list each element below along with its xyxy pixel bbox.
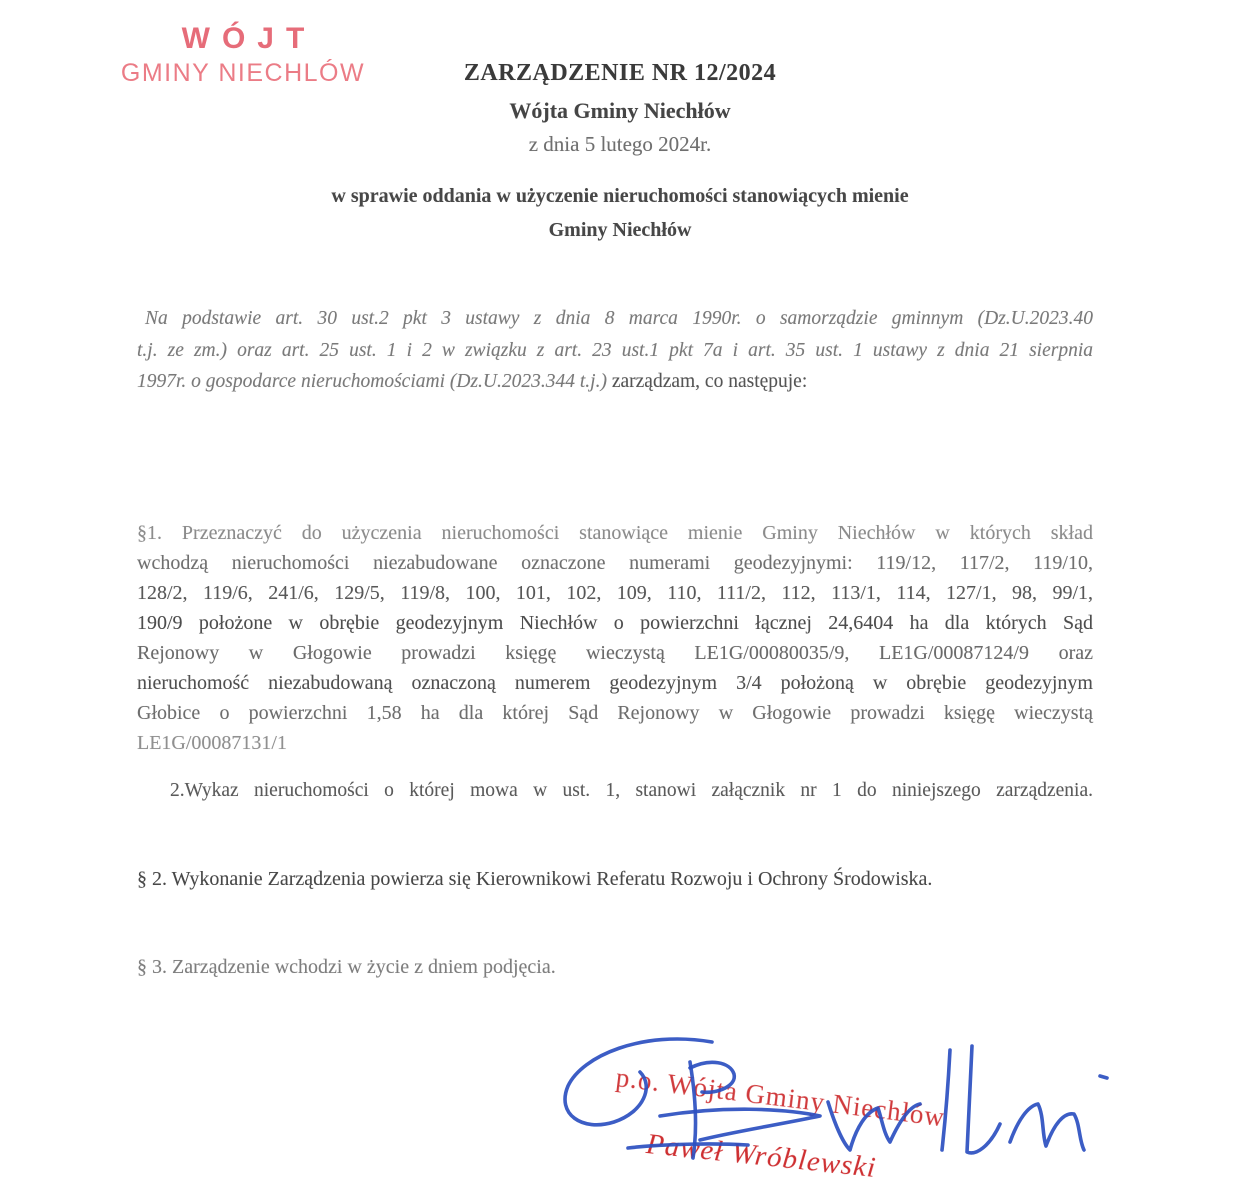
subject-line-1: w sprawie oddania w użyczenie nieruchomości stanowiących mienie	[331, 185, 909, 207]
section-1-paragraph	[137, 518, 1093, 758]
ordinance-heading	[0, 60, 1240, 157]
signature-pen-stroke-dot	[1100, 1076, 1107, 1078]
section-1-line: wchodzą nieruchomości niezabudowane oznaczone numerami geodezyjnymi: 119/12, 117/2, 119/10,	[137, 552, 1093, 574]
section-1-line: 128/2, 119/6, 241/6, 129/5, 119/8, 100, 101, 102, 109, 110, 111/2, 112, 113/1, 114, 127/1, 98, 99/1,	[137, 582, 1093, 604]
signature-name-stamp: Paweł Wróblewski	[644, 1128, 878, 1184]
legal-basis-line: Na podstawie art. 30 ust.2 pkt 3 ustawy z dnia 8 marca 1990r. o samorządzie gminnym (Dz.U.2023.40	[145, 308, 1093, 329]
section-1-line: Głobice o powierzchni 1,58 ha dla której Sąd Rejonowy w Głogowie prowadzi księgę wieczystą	[137, 702, 1093, 724]
ordinance-issuer: Wójta Gminy Niechłów	[509, 98, 731, 123]
stamp-office-title: WÓJT	[181, 22, 317, 55]
subject-line-2: Gminy Niechłów	[548, 219, 692, 241]
legal-basis-paragraph	[137, 303, 1093, 398]
signature-pen-stroke-w	[828, 1102, 920, 1150]
section-2-paragraph: § 2. Wykonanie Zarządzenia powierza się Kierownikowi Referatu Rozwoju i Ochrony Środowiska.	[137, 868, 933, 890]
signature-pen-stroke-tall-2	[967, 1046, 1000, 1153]
signature-pen-stroke-strike	[628, 1144, 748, 1148]
legal-basis-line: t.j. ze zm.) oraz art. 25 ust. 1 i 2 w związku z art. 23 ust.1 pkt 7a i art. 35 ust. 1 ustawy z dnia 21 sierpnia	[137, 339, 1093, 361]
section-3-paragraph: § 3. Zarządzenie wchodzi w życie z dniem podjęcia.	[137, 956, 556, 978]
signature-pen-stroke-bowl	[690, 1062, 734, 1092]
section-1-line: nieruchomość niezabudowaną oznaczoną numerem geodezyjnym 3/4 położoną w obrębie geodezyjnym	[137, 672, 1093, 694]
section-1-ust-2: 2.Wykaz nieruchomości o której mowa w ust. 1, stanowi załącznik nr 1 do niniejszego zarządzenia.	[170, 780, 1093, 801]
legal-basis-lines	[137, 303, 1093, 366]
signature-pen-stroke-bar	[660, 1109, 820, 1140]
stamp-municipality-name: GMINY NIECHLÓW	[120, 59, 366, 87]
legal-basis-enacting-words: zarządzam, co następuje:	[606, 371, 808, 392]
section-1-line: LE1G/00087131/1	[137, 732, 287, 754]
section-1-lines	[137, 518, 1093, 758]
signature-role-stamp: p.o. Wójta Gminy Niechłów	[614, 1062, 947, 1133]
section-1-line: §1. Przeznaczyć do użyczenia nieruchomości stanowiące mienie Gminy Niechłów w których skład	[137, 522, 1093, 544]
handwritten-signature	[552, 1028, 1117, 1173]
legal-basis-last-line	[137, 366, 1093, 398]
legal-basis-citation-end: 1997r. o gospodarce nieruchomościami (Dz.U.2023.344 t.j.)	[137, 371, 607, 392]
ordinance-subject	[0, 185, 1240, 242]
signature-pen-stroke-tall-1	[942, 1050, 950, 1150]
section-1-line: 190/9 położone w obrębie geodezyjnym Niechłów o powierzchni łącznej 24,6404 ha dla których Sąd	[137, 612, 1093, 634]
signature-pen-stroke-humps	[1010, 1104, 1084, 1150]
ordinance-number-title: ZARZĄDZENIE NR 12/2024	[463, 60, 777, 86]
section-1-line: Rejonowy w Głogowie prowadzi księgę wieczystą LE1G/00080035/9, LE1G/00087124/9 oraz	[137, 642, 1093, 664]
ordinance-date: z dnia 5 lutego 2024r.	[528, 132, 712, 156]
